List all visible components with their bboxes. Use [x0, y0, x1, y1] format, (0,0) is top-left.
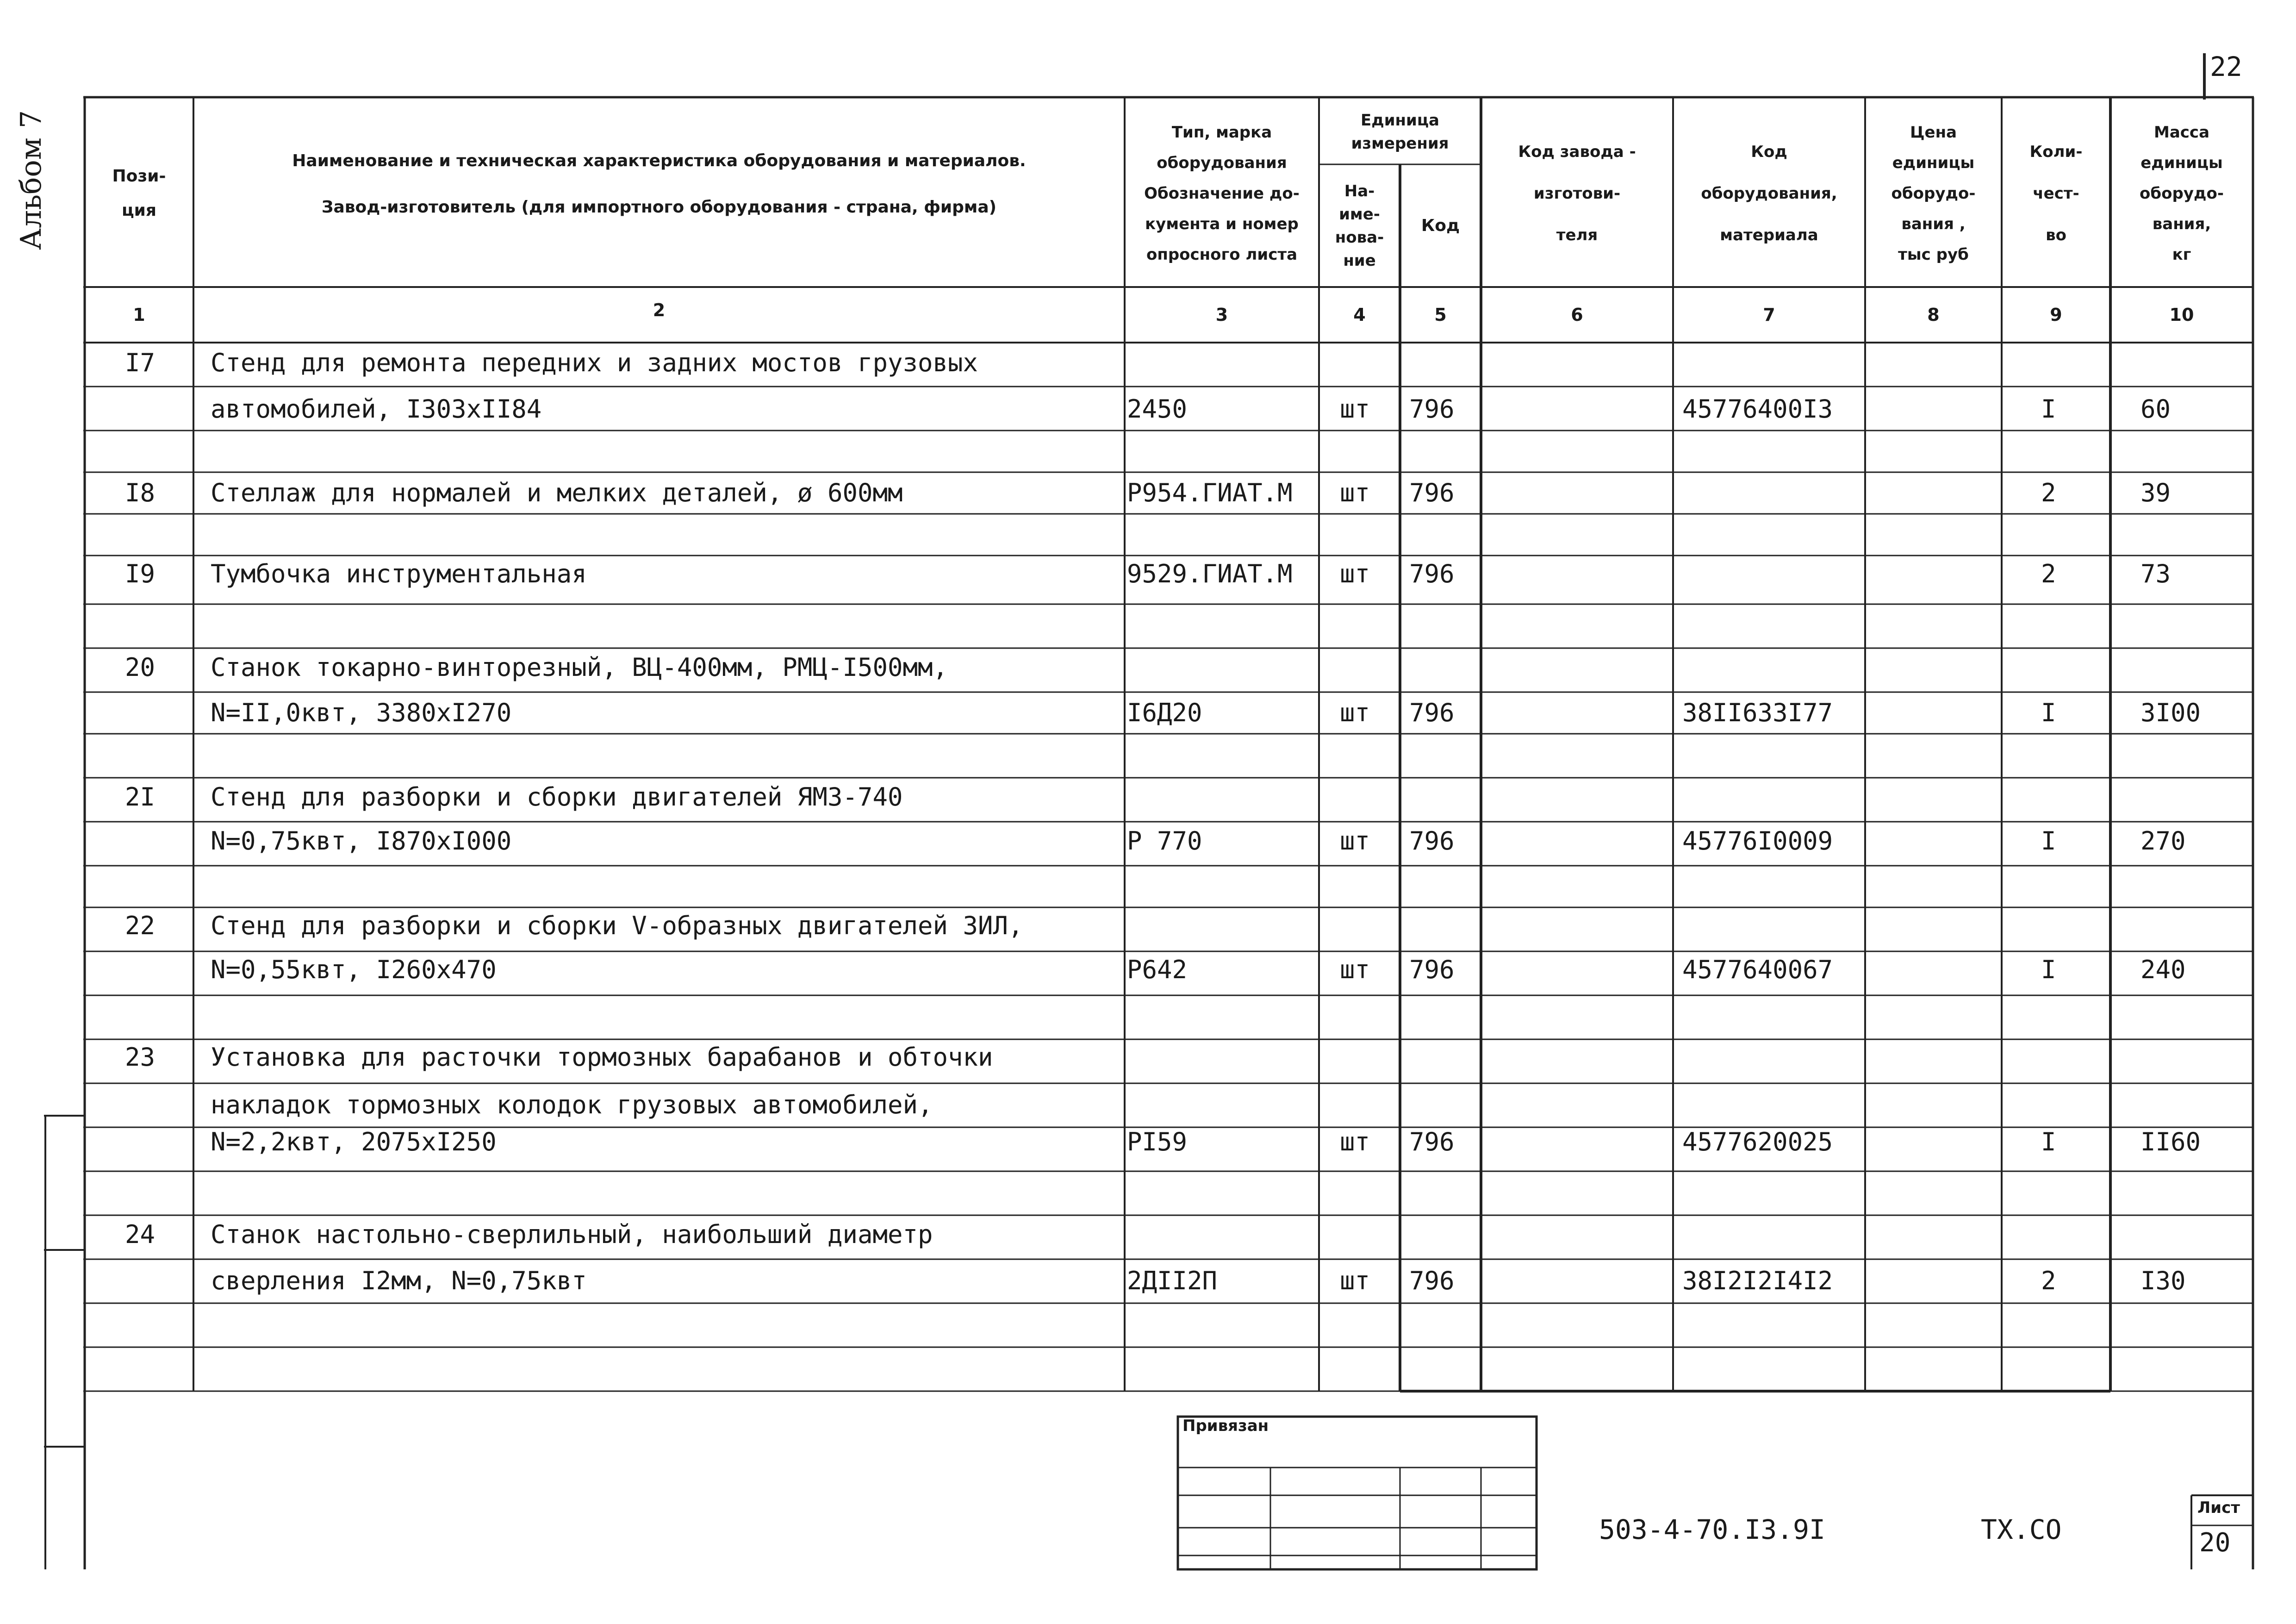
row-unit: шт: [1340, 559, 1370, 588]
row-name-line: Станок настольно-сверлильный, наибольший диаметр: [211, 1220, 933, 1249]
row-name-line: N=0,75квт, I870xI000: [211, 826, 512, 856]
row-equipment-code: 38II633I77: [1682, 698, 1833, 727]
header-mass-line4: вания,: [2152, 214, 2211, 233]
row-quantity: I: [2041, 698, 2056, 727]
row-mass: 270: [2140, 826, 2186, 856]
row-unit-code: 796: [1409, 559, 1455, 588]
column-number-2: 2: [653, 300, 666, 320]
header-quantity-line1: Коли-: [2029, 142, 2083, 161]
row-position: 23: [125, 1043, 156, 1072]
header-quantity: [2002, 100, 2110, 287]
album-label: Альбом 7: [14, 110, 48, 250]
row-mass: 60: [2140, 394, 2171, 424]
row-name-line: автомобилей, I303xII84: [211, 394, 542, 424]
row-name-line: N=0,55квт, I260x470: [211, 955, 497, 984]
row-type: I6Д20: [1127, 698, 1202, 727]
header-price-line2: единицы: [1892, 153, 1975, 172]
row-unit: шт: [1340, 1127, 1370, 1156]
row-unit-code: 796: [1409, 955, 1455, 984]
column-number-7: 7: [1763, 305, 1775, 325]
row-quantity: I: [2041, 1127, 2056, 1156]
row-unit: шт: [1340, 826, 1370, 856]
column-number-6: 6: [1571, 305, 1583, 325]
row-unit: шт: [1340, 698, 1370, 727]
row-name-line: Стенд для разборки и сборки V-образных двигателей ЗИЛ,: [211, 911, 1023, 940]
row-type: Р642: [1127, 955, 1188, 984]
row-type: 2450: [1127, 394, 1188, 424]
column-number-4: 4: [1353, 305, 1366, 325]
header-maker-line2: изготови-: [1533, 184, 1621, 203]
row-unit: шт: [1340, 955, 1370, 984]
header-unit-name-line2: име-: [1339, 205, 1380, 224]
header-equipment-line2: оборудования,: [1701, 184, 1837, 203]
header-price-line5: тыс руб: [1898, 245, 1969, 264]
top-sheet-number: 22: [2210, 51, 2242, 82]
row-equipment-code: 4577640067: [1682, 955, 1833, 984]
row-type: Р954.ГИАТ.М: [1127, 478, 1293, 507]
row-type: 9529.ГИАТ.М: [1127, 559, 1293, 588]
header-type-line4: кумента и номер: [1145, 214, 1299, 233]
header-unit-group: [1319, 100, 1481, 164]
row-mass: 240: [2140, 955, 2186, 984]
header-position-line2: ция: [121, 200, 157, 220]
row-quantity: I: [2041, 826, 2056, 856]
column-number-10: 10: [2169, 305, 2194, 325]
column-number-8: 8: [1927, 305, 1940, 325]
row-name-line: N=II,0квт, 3380xI270: [211, 698, 512, 727]
row-mass: 3I00: [2140, 698, 2201, 727]
row-name-line: N=2,2квт, 2075xI250: [211, 1127, 497, 1156]
header-name-line2: Завод-изготовитель (для импортного оборудования - страна, фирма): [321, 197, 997, 217]
row-type: 2ДII2П: [1127, 1266, 1218, 1295]
stamp-privyazan-label: Привязан: [1182, 1417, 1269, 1435]
column-number-9: 9: [2050, 305, 2062, 325]
header-mass-line2: единицы: [2140, 153, 2223, 172]
row-type: Р 770: [1127, 826, 1202, 856]
header-type-line2: оборудования: [1157, 153, 1287, 172]
row-position: 20: [125, 653, 156, 682]
row-quantity: 2: [2041, 478, 2056, 507]
header-name-line1: Наименование и техническая характеристика оборудования и материалов.: [292, 151, 1026, 170]
header-price: [1865, 100, 2002, 287]
header-maker-line1: Код завода -: [1518, 142, 1636, 161]
row-unit: шт: [1340, 1266, 1370, 1295]
header-quantity-line3: во: [2046, 225, 2066, 244]
row-unit-code: 796: [1409, 698, 1455, 727]
row-unit-code: 796: [1409, 1127, 1455, 1156]
header-type-line1: Тип, марка: [1171, 123, 1272, 142]
column-number-1: 1: [133, 305, 145, 325]
header-unit-name: [1319, 164, 1400, 287]
row-position: 2I: [125, 782, 156, 812]
row-position: I9: [125, 559, 156, 588]
header-type-line3: Обозначение до-: [1144, 184, 1300, 203]
document-code: 503-4-70.I3.9I: [1599, 1514, 1825, 1545]
header-equipment-code: [1673, 100, 1865, 287]
header-price-line3: оборудо-: [1891, 184, 1976, 203]
row-position: I7: [125, 348, 156, 377]
row-unit-code: 796: [1409, 394, 1455, 424]
row-mass: 73: [2140, 559, 2171, 588]
row-mass: 39: [2140, 478, 2171, 507]
header-unit-line2: измерения: [1351, 134, 1449, 153]
header-mass-line5: кг: [2172, 245, 2191, 264]
row-unit-code: 796: [1409, 826, 1455, 856]
header-position: [85, 100, 193, 287]
header-position-line1: Пози-: [112, 166, 166, 186]
header-equipment-line1: Код: [1751, 142, 1787, 161]
row-name-line: накладок тормозных колодок грузовых автомобилей,: [211, 1090, 933, 1119]
row-unit: шт: [1340, 478, 1370, 507]
header-unit-name-line1: На-: [1344, 181, 1375, 200]
column-number-3: 3: [1215, 305, 1228, 325]
row-name-line: Станок токарно-винторезный, ВЦ-400мм, РМЦ-I500мм,: [211, 653, 948, 682]
row-name-line: Стенд для разборки и сборки двигателей ЯМЗ-740: [211, 782, 903, 812]
row-mass: II60: [2140, 1127, 2201, 1156]
row-equipment-code: 38I2I2I4I2: [1682, 1266, 1833, 1295]
header-unit-name-line3: нова-: [1335, 228, 1384, 247]
column-number-5: 5: [1434, 305, 1447, 325]
header-unit-code: Код: [1421, 216, 1460, 235]
header-mass-line1: Масса: [2153, 123, 2210, 142]
header-price-line4: вания ,: [1901, 214, 1966, 233]
row-quantity: 2: [2041, 559, 2056, 588]
header-unit-line1: Единица: [1361, 111, 1439, 130]
header-name: [193, 100, 1125, 287]
sheet-label: Лист: [2197, 1499, 2240, 1517]
row-equipment-code: 4577620025: [1682, 1127, 1833, 1156]
header-maker-code: [1481, 100, 1673, 287]
row-position: 24: [125, 1220, 156, 1249]
header-type-line5: опросного листа: [1146, 245, 1298, 264]
row-equipment-code: 45776I0009: [1682, 826, 1833, 856]
row-unit-code: 796: [1409, 1266, 1455, 1295]
row-unit: шт: [1340, 394, 1370, 424]
row-name-line: Стенд для ремонта передних и задних мостов грузовых: [211, 348, 978, 377]
row-name-line: сверления I2мм, N=0,75квт: [211, 1266, 587, 1295]
header-unit-name-line4: ние: [1343, 251, 1376, 270]
row-quantity: I: [2041, 394, 2056, 424]
sheet-number: 20: [2199, 1528, 2231, 1558]
header-quantity-line2: чест-: [2033, 184, 2079, 203]
row-position: 22: [125, 911, 156, 940]
header-mass: [2110, 100, 2253, 287]
document-mark: ТХ.СО: [1981, 1514, 2062, 1545]
row-equipment-code: 45776400I3: [1682, 394, 1833, 424]
row-mass: I30: [2140, 1266, 2186, 1295]
row-name-line: Установка для расточки тормозных барабанов и обточки: [211, 1043, 993, 1072]
row-name-line: Стеллаж для нормалей и мелких деталей, ø 600мм: [211, 478, 903, 507]
header-price-line1: Цена: [1910, 123, 1957, 142]
header-mass-line3: оборудо-: [2140, 184, 2224, 203]
row-quantity: 2: [2041, 1266, 2056, 1295]
header-type: [1125, 100, 1319, 287]
row-unit-code: 796: [1409, 478, 1455, 507]
row-position: I8: [125, 478, 156, 507]
row-type: РI59: [1127, 1127, 1188, 1156]
row-name-line: Тумбочка инструментальная: [211, 559, 587, 588]
header-maker-line3: теля: [1556, 225, 1598, 244]
header-equipment-line3: материала: [1720, 225, 1818, 244]
row-quantity: I: [2041, 955, 2056, 984]
